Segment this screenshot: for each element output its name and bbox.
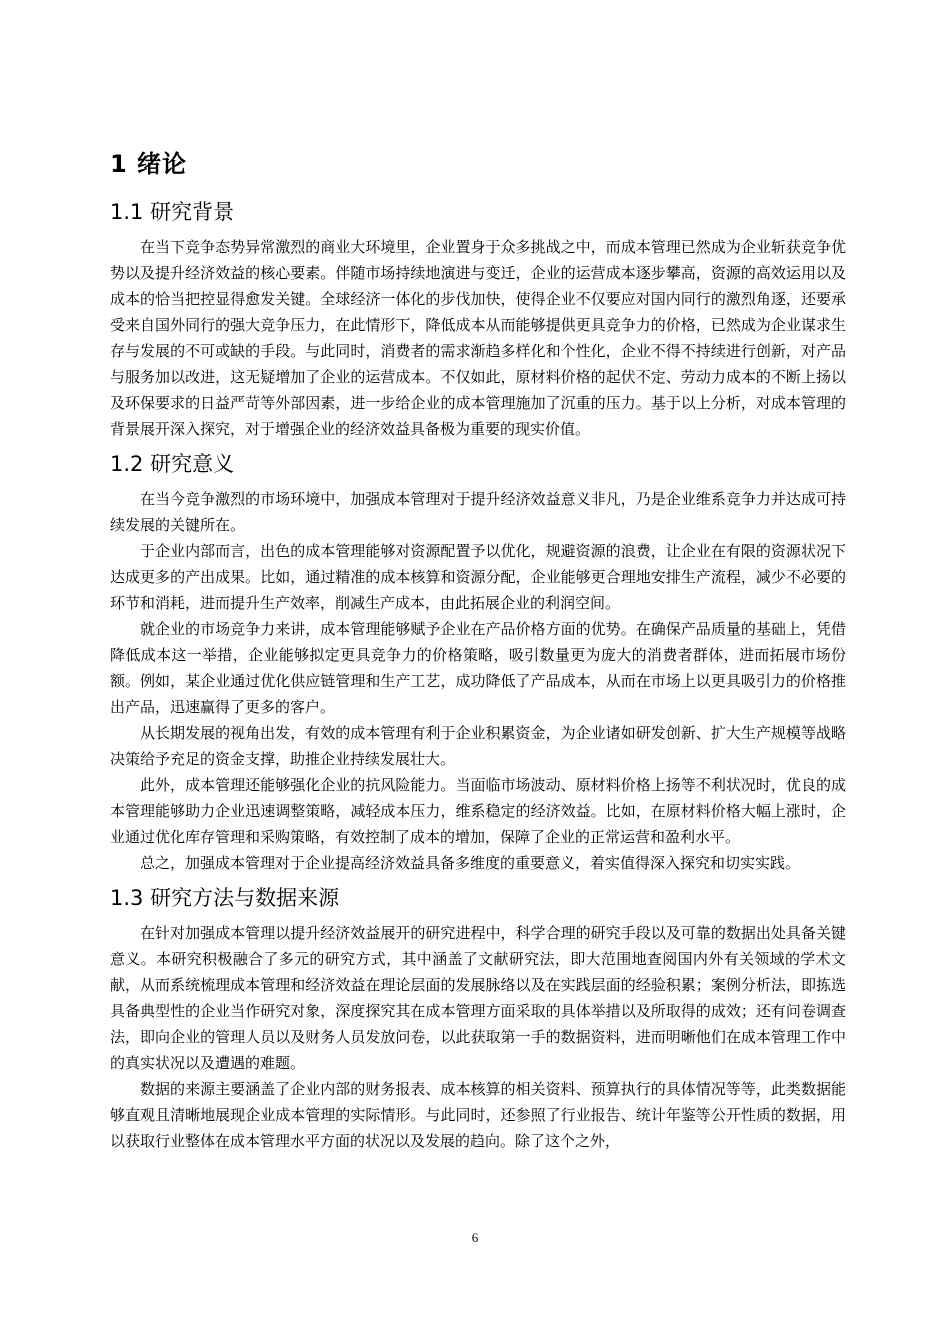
section-research-significance xyxy=(110,450,846,876)
paragraph: 此外，成本管理还能够强化企业的抗风险能力。当面临市场波动、原材料价格上扬等不利状况时，优良的成本管理能够助力企业迅速调整策略，减轻成本压力，维系稳定的经济效益。比如，在原材料价格大幅上涨时，企业通过优化库存管理和采购策略，有效控制了成本的增加，保障了企业的正常运营和盈利水平。 xyxy=(110,776,846,846)
paragraph: 在当今竞争激烈的市场环境中，加强成本管理对于提升经济效益意义非凡，乃是企业维系竞争力并达成可持续发展的关键所在。 xyxy=(110,490,846,534)
paragraph: 于企业内部而言，出色的成本管理能够对资源配置予以优化，规避资源的浪费，让企业在有限的资源状况下达成更多的产出成果。比如，通过精准的成本核算和资源分配，企业能够更合理地安排生产流程，减少不必要的环节和消耗，进而提升生产效率，削减生产成本，由此拓展企业的利润空间。 xyxy=(110,542,846,612)
paragraph: 从长期发展的视角出发，有效的成本管理有利于企业积累资金，为企业诸如研发创新、扩大生产规模等战略决策给予充足的资金支撑，助推企业持续发展壮大。 xyxy=(110,724,846,768)
paragraph: 数据的来源主要涵盖了企业内部的财务报表、成本核算的相关资料、预算执行的具体情况等等，此类数据能够直观且清晰地展现企业成本管理的实际情形。与此同时，还参照了行业报告、统计年鉴等公开性质的数据，用以获取行业整体在成本管理水平方面的状况以及发展的趋向。除了这个之外， xyxy=(110,1080,846,1150)
paragraph: 就企业的市场竞争力来讲，成本管理能够赋予企业在产品价格方面的优势。在确保产品质量的基础上，凭借降低成本这一举措，企业能够拟定更具竞争力的价格策略，吸引数量更为庞大的消费者群体，进而拓展市场份额。例如，某企业通过优化供应链管理和生产工艺，成功降低了产品成本，从而在市场上以更具吸引力的价格推出产品，迅速赢得了更多的客户。 xyxy=(110,620,846,716)
section-title: 1.2 研究意义 xyxy=(110,452,235,476)
section-title: 1.3 研究方法与数据来源 xyxy=(110,886,340,910)
page-number: 6 xyxy=(471,1230,479,1245)
section-research-background xyxy=(110,198,846,442)
paragraph: 在针对加强成本管理以提升经济效益展开的研究进程中，科学合理的研究手段以及可靠的数据出处具备关键意义。本研究积极融合了多元的研究方式，其中涵盖了文献研究法，即大范围地查阅国内外有关领域的学术文献，从而系统梳理成本管理和经济效益在理论层面的发展脉络以及在实践层面的经验积累；案例分析法，即拣选具备典型性的企业当作研究对象，深度探究其在成本管理方面采取的具体举措以及所取得的成效；还有问卷调查法，即向企业的管理人员以及财务人员发放问卷，以此获取第一手的数据资料，进而明晰他们在成本管理工作中的真实状况以及遭遇的难题。 xyxy=(110,924,846,1072)
paragraph: 总之，加强成本管理对于企业提高经济效益具备多维度的重要意义，着实值得深入探究和切实实践。 xyxy=(140,854,801,872)
section-title: 1.1 研究背景 xyxy=(110,200,235,224)
section-research-methods xyxy=(110,884,846,1154)
chapter-title: 1 绪论 xyxy=(110,150,188,178)
document-body xyxy=(110,148,846,1154)
paragraph: 在当下竞争态势异常激烈的商业大环境里，企业置身于众多挑战之中，而成本管理已然成为企业斩获竞争优势以及提升经济效益的核心要素。伴随市场持续地演进与变迁，企业的运营成本逐步攀高，资源的高效运用以及成本的恰当把控显得愈发关键。全球经济一体化的步伐加快，使得企业不仅要应对国内同行的激烈角逐，还要承受来自国外同行的强大竞争压力，在此情形下，降低成本从而能够提供更具竞争力的价格，已然成为企业谋求生存与发展的不可或缺的手段。与此同时，消费者的需求渐趋多样化和个性化，企业不得不持续进行创新，对产品与服务加以改进，这无疑增加了企业的运营成本。不仅如此，原材料价格的起伏不定、劳动力成本的不断上扬以及环保要求的日益严苛等外部因素，进一步给企业的成本管理施加了沉重的压力。基于以上分析，对成本管理的背景展开深入探究，对于增强企业的经济效益具备极为重要的现实价值。 xyxy=(110,238,846,438)
